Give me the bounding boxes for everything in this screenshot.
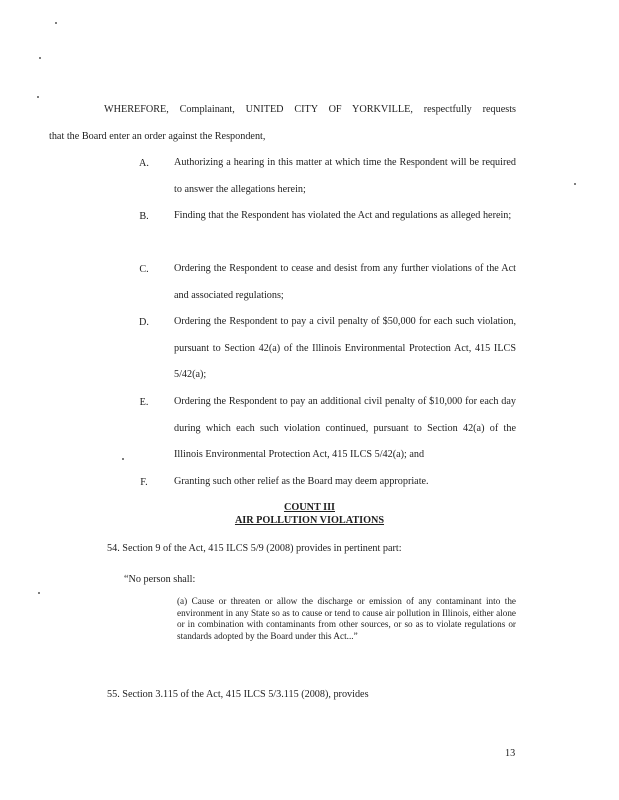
item-text-e: Ordering the Respondent to pay an additional civil penalty of $10,000 for each day during which each such violation continued, pursuant to Section 42(a) of the Illinois Environmental Protection Act, 415 ILCS 5/42(a); and (174, 396, 516, 460)
scan-speck (55, 22, 57, 24)
scan-speck (122, 458, 124, 460)
statute-quote-block: (a) Cause or threaten or allow the discharge or emission of any contaminant into the environment in any State so as to cause or tend to cause air pollution in Illinois, either alone or in combination with contaminants from other sources, or so as to violate regulations or standards adopted by the Board under this Act...” (177, 596, 516, 641)
item-letter-e: E. (139, 397, 149, 408)
intro-line-2: that the Board enter an order against the Respondent, (49, 131, 266, 142)
item-letter-d: D. (139, 317, 149, 328)
scan-speck (39, 57, 41, 59)
scan-speck (574, 183, 576, 185)
item-text-d: Ordering the Respondent to pay a civil penalty of $50,000 for each such violation, pursuant to Section 42(a) of the Illinois Environmental Protection Act, 415 ILCS 5/42(a); (174, 316, 516, 380)
section-54: 54. Section 9 of the Act, 415 ILCS 5/9 (2008) provides in pertinent part: (107, 543, 402, 554)
item-text-c: Ordering the Respondent to cease and desist from any further violations of the Act and associated regulations; (174, 263, 516, 301)
item-letter-a: A. (139, 158, 149, 169)
quote-open: “No person shall: (124, 574, 196, 585)
item-letter-b: B. (139, 211, 149, 222)
scan-speck (38, 592, 40, 594)
item-letter-c: C. (139, 264, 149, 275)
item-text-f: Granting such other relief as the Board may deem appropriate. (174, 476, 429, 487)
scan-speck (37, 96, 39, 98)
count-subheading: AIR POLLUTION VIOLATIONS (234, 515, 385, 526)
count-heading: COUNT III (283, 502, 336, 513)
section-55: 55. Section 3.115 of the Act, 415 ILCS 5/3.115 (2008), provides (107, 689, 369, 700)
item-text-b: Finding that the Respondent has violated the Act and regulations as alleged herein; (174, 210, 512, 221)
item-text-a: Authorizing a hearing in this matter at which time the Respondent will be required to answer the allegations herein; (174, 157, 516, 195)
intro-line-1: WHEREFORE, Complainant, UNITED CITY OF YORKVILLE, respectfully requests (104, 104, 516, 115)
item-letter-f: F. (140, 477, 148, 488)
page-number: 13 (505, 748, 516, 759)
